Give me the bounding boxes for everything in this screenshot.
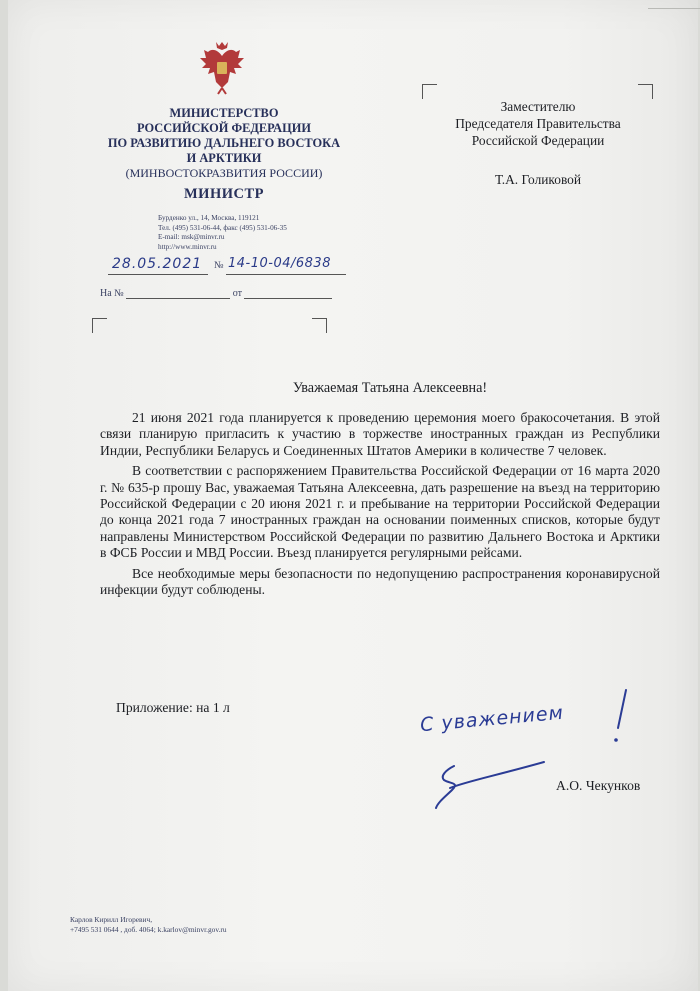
executor-contact (70, 915, 330, 935)
ministry-address: Бурденко ул., 14, Москва, 119121 (158, 214, 260, 222)
reply-from-label: от (232, 288, 242, 299)
reply-number-blank (126, 288, 230, 299)
corner-mark (638, 84, 653, 99)
reply-date-blank (244, 288, 332, 299)
corner-mark (312, 318, 327, 333)
registration-date: 28.05.2021 (112, 256, 203, 272)
corner-mark (422, 84, 437, 99)
body-paragraph: Все необходимые меры безопасности по недопущению распространения коронавирусной инфекции будут соблюдены. (100, 565, 660, 598)
exclamation-mark-icon (604, 688, 634, 748)
ministry-abbreviation: (МИНВОСТОКРАЗВИТИЯ РОССИИ) (125, 166, 323, 180)
date-underline (108, 274, 208, 275)
ministry-contacts (158, 214, 338, 252)
letter-body (100, 410, 660, 602)
signature-icon (424, 758, 564, 818)
minister-title: МИНИСТР (183, 186, 265, 202)
addressee-name: Т.А. Голиковой (494, 172, 582, 187)
executor-name: Карлов Кирилл Игоревич, (70, 915, 153, 924)
ministry-name-line: МИНИСТЕРСТВО (169, 106, 279, 120)
letter-sheet (8, 0, 698, 991)
ministry-phone: Тел. (495) 531-06-44, факс (495) 531-06-35 (158, 223, 287, 232)
salutation: Уважаемая Татьяна Алексеевна! (292, 380, 488, 396)
ministry-email: E-mail: msk@minvr.ru (158, 233, 225, 241)
ministry-name (104, 106, 344, 181)
number-label: № (214, 260, 224, 271)
reply-reference-line (100, 288, 340, 299)
registration-line (108, 256, 348, 280)
addressee-block (428, 98, 648, 188)
coat-of-arms-icon (194, 36, 250, 98)
number-underline (226, 274, 346, 275)
ministry-name-line: РОССИЙСКОЙ ФЕДЕРАЦИИ (137, 121, 311, 135)
handwritten-closing: С уважением (419, 701, 565, 737)
body-paragraph: 21 июня 2021 года планируется к проведению церемония моего бракосочетания. В этой связи планирую пригласить к участию в торжестве иностранных граждан из Республики Индии, Республики Беларусь и Соединенных Штатов Америки в количестве 7 человек. (100, 410, 660, 458)
registration-number: 14-10-04/6838 (228, 256, 331, 271)
addressee-line: Председателя Правительства (455, 116, 621, 131)
executor-phone-email: +7495 531 0644 , доб. 4064; k.karlov@minvr.gov.ru (70, 925, 227, 934)
ministry-website: http://www.minvr.ru (158, 242, 217, 251)
body-paragraph: В соответствии с распоряжением Правительства Российской Федерации от 16 марта 2020 г. № 635-р прошу Вас, уважаемая Татьяна Алексеевна, дать разрешение на въезд на территорию Российской Федерации с 20 июня 2021 г. и пребывание на территории Российской Федерации до конца 2021 года 7 иностранных граждан на основании поименных списков, которые будут направлены Министерством Российской Федерации по развитию Дальнего Востока и Арктики в ФСБ России и МВД России. Въезд планируется регулярными рейсами. (100, 463, 660, 561)
paper-fold (648, 0, 700, 9)
ministry-name-line: И АРКТИКИ (186, 151, 262, 165)
signer-name: А.О. Чекунков (556, 778, 641, 793)
ministry-name-line: ПО РАЗВИТИЮ ДАЛЬНЕГО ВОСТОКА (107, 136, 341, 150)
reply-prefix: На № (100, 288, 124, 299)
attachment-note: Приложение: на 1 л (116, 700, 230, 715)
addressee-line: Заместителю (500, 99, 576, 114)
addressee-line: Российской Федерации (471, 133, 605, 148)
corner-mark (92, 318, 107, 333)
